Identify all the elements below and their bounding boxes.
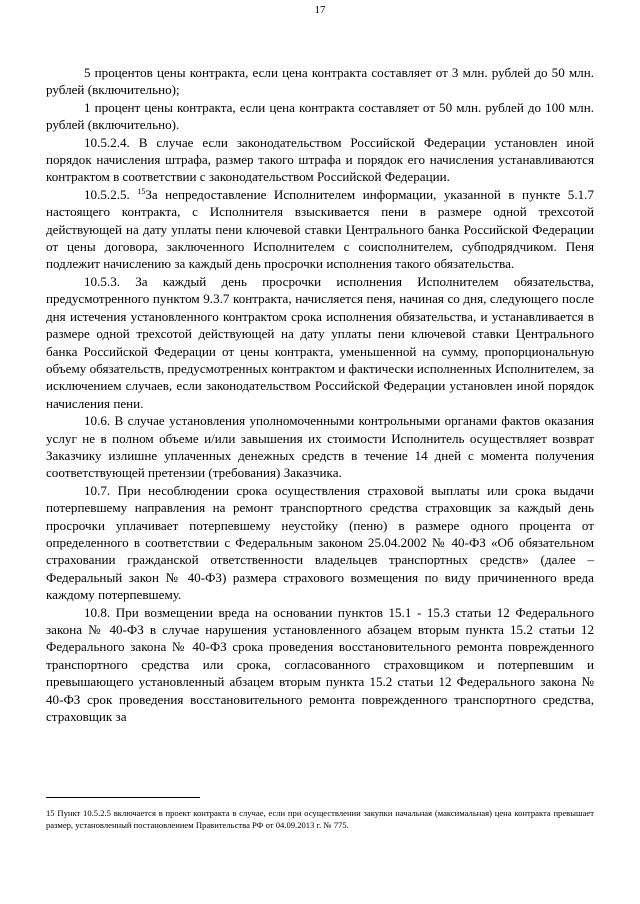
body-text <box>46 64 594 725</box>
footnote <box>46 808 594 832</box>
paragraph-10-7: 10.7. При несоблюдении срока осуществления страховой выплаты или срока выдачи потерпевшему направления на ремонт транспортного средства страховщик за каждый день просрочки уплачивает потерпевшему неустойку (пеню) в размере одного процента от определенного в соответствии с Федеральным законом 25.04.2002 № 40-ФЗ «Об обязательном страховании гражданской ответственности владельцев транспортных средств» (далее – Федеральный закон № 40-ФЗ) размера страхового возмещения по виду причиненного вреда каждому потерпевшему. <box>46 482 594 603</box>
page-number: 17 <box>314 4 326 16</box>
paragraph-body: За непредоставление Исполнителем информации, указанной в пункте 5.1.7 настоящего контракта, с Исполнителя взыскивается пени в размере одной трехсотой действующей на дату уплаты пени ключевой ставки Центрального банка Российской Федерации от цены договора, заключенного Исполнителем с соисполнителем, субподрядчиком. Пеня подлежит начислению за каждый день просрочки исполнения такого обязательства. <box>46 186 594 272</box>
footnote-separator <box>46 797 200 798</box>
paragraph-penalty-5-percent: 5 процентов цены контракта, если цена контракта составляет от 3 млн. рублей до 50 млн. рублей (включительно); <box>46 65 594 98</box>
paragraph-10-6: 10.6. В случае установления уполномоченными контрольными органами фактов оказания услуг не в полном объеме и/или завышения их стоимости Исполнитель осуществляет возврат Заказчику излишне уплаченных денежных средств в течение 14 дней с момента получения соответствующей претензии (требования) Заказчика. <box>46 413 594 481</box>
paragraph-lead: 10.5.2.5. <box>84 186 138 202</box>
footnote-text: 15 Пункт 10.5.2.5 включается в проект контракта в случае, если при осуществлении закупки начальная (максимальная) цена контракта превышает размер, установленный постановлением Правительства РФ от 04.09.2013 г. № 775. <box>46 808 594 830</box>
paragraph-10-5-3: 10.5.3. За каждый день просрочки исполнения Исполнителем обязательства, предусмотренного пунктом 9.3.7 контракта, начисляется пеня, начиная со дня, следующего после дня истечения установленного контрактом срока исполнения обязательства, и устанавливается в размере одной трехсотой действующей на дату уплаты пени ключевой ставки Центрального банка Российской Федерации от цены контракта, уменьшенной на сумму, пропорциональную объему обязательств, предусмотренных контрактом и фактически исполненных Исполнителем, за исключением случаев, если законодательством Российской Федерации установлен иной порядок начисления пени. <box>46 273 595 411</box>
paragraph-10-5-2-4: 10.5.2.4. В случае если законодательством Российской Федерации установлен иной порядок начисления штрафа, размер такого штрафа и порядок его начисления устанавливаются контрактом в соответствии с законодательством Российской Федерации. <box>46 134 594 185</box>
paragraph-10-5-2-5 <box>46 186 594 273</box>
footnote-reference: 15 <box>137 186 146 196</box>
paragraph-penalty-1-percent: 1 процент цены контракта, если цена контракта составляет от 50 млн. рублей до 100 млн. рублей (включительно). <box>46 99 594 133</box>
paragraph-10-8: 10.8. При возмещении вреда на основании пунктов 15.1 - 15.3 статьи 12 Федерального закона № 40-ФЗ в случае нарушения установленного абзацем вторым пункта 15.2 статьи 12 Федерального закона № 40-ФЗ срока проведения восстановительного ремонта поврежденного транспортного средства или срока, согласованного страховщиком и потерпевшим и превышающего установленный абзацем вторым пункта 15.2 статьи 12 Федерального закона № 40-ФЗ срок проведения восстановительного ремонта поврежденного транспортного средства, страховщик за <box>46 604 594 725</box>
